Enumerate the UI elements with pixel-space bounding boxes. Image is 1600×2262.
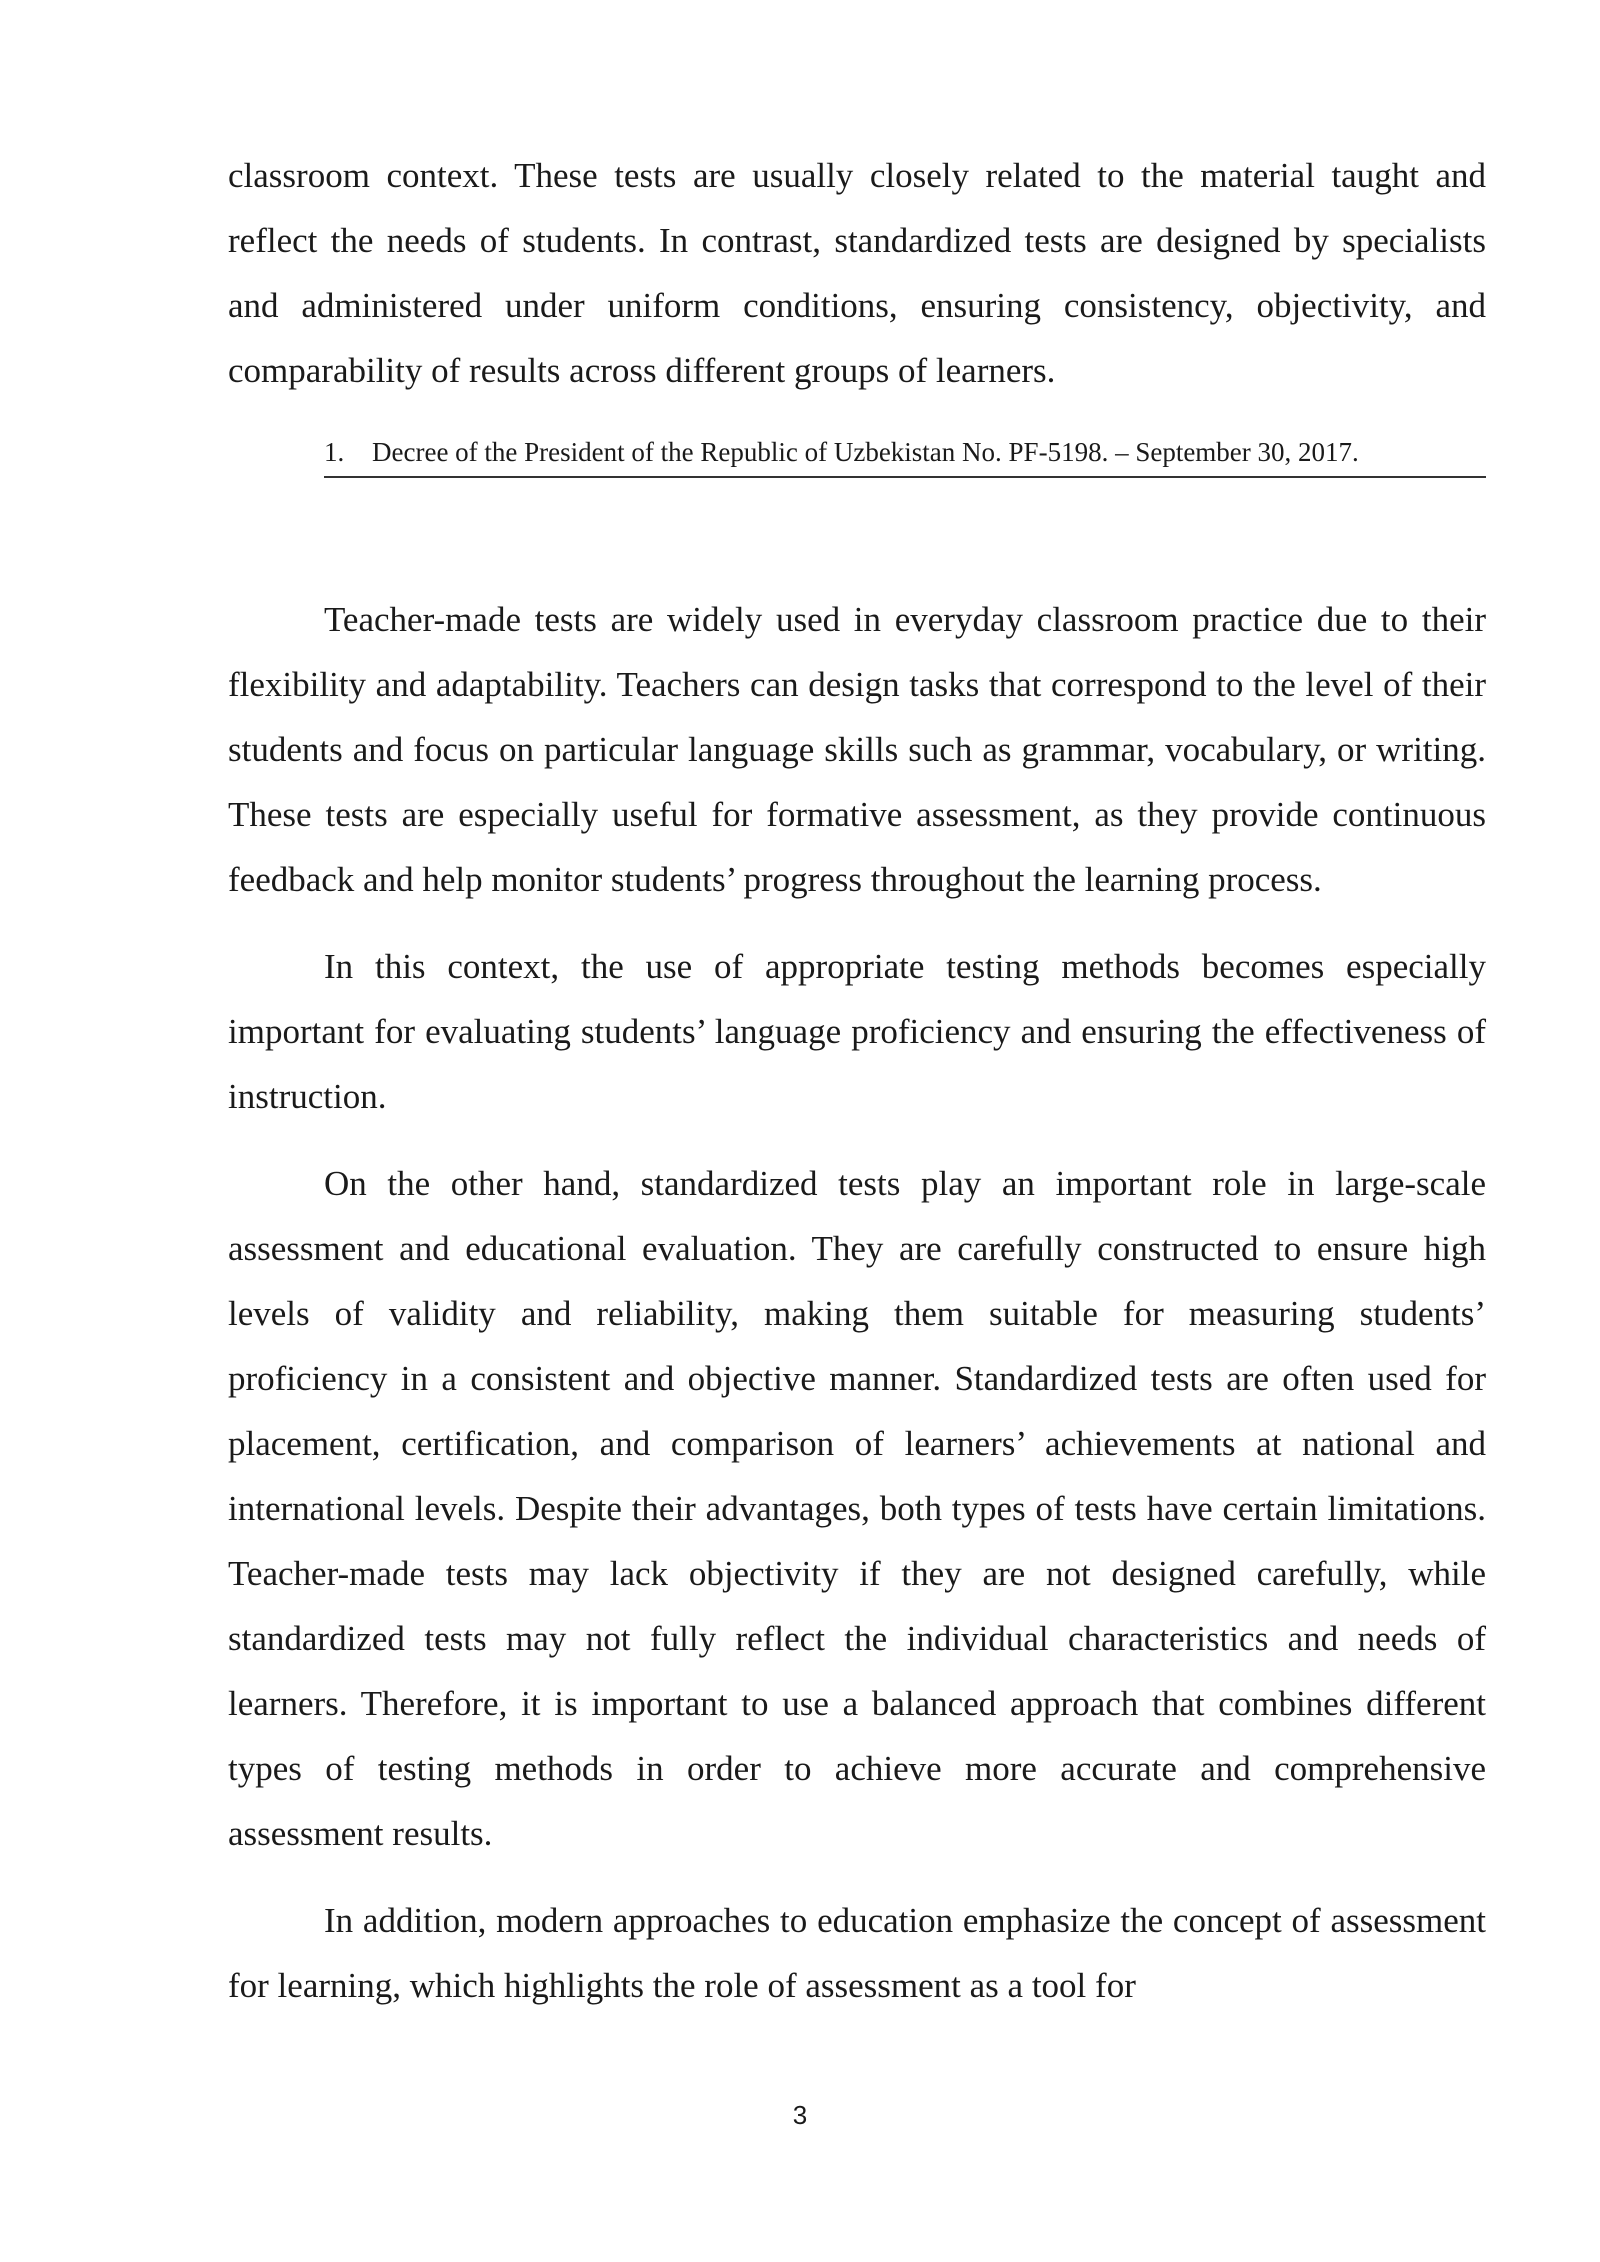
paragraph-standardized-tests: On the other hand, standardized tests play an important role in large-scale assessment and educational evaluation. They are carefully constructed to ensure high levels of validity and reliability, making them suitable for measuring students’ proficiency in a consistent and objective manner. Standardized tests are often used for placement, certification, and comparison of learners’ achievements at national and international levels. Despite their advantages, both types of tests have certain limitations. Teacher-made tests may lack objectivity if they are not designed carefully, while standardized tests may not fully reflect the individual characteristics and needs of learners. Therefore, it is important to use a balanced approach that combines different types of testing methods in order to achieve more accurate and comprehensive assessment results. — [228, 1164, 1486, 1853]
paragraph-teacher-made-tests: Teacher-made tests are widely used in everyday classroom practice due to their flexibility and adaptability. Teachers can design tasks that correspond to the level of their students and focus on particular language skills such as grammar, vocabulary, or writing. These tests are especially useful for formative assessment, as they provide continuous feedback and help monitor students’ progress throughout the learning process. — [228, 600, 1486, 899]
top-paragraph: classroom context. These tests are usually closely related to the material taught and reflect the needs of students. In contrast, standardized tests are designed by specialists and administered under uniform conditions, ensuring consistency, objectivity, and comparability of results across different groups of learners. — [228, 156, 1486, 390]
footnote-number: 1. — [324, 437, 345, 467]
footnote — [324, 428, 1486, 478]
page-number: 3 — [792, 2100, 808, 2130]
body-text — [228, 587, 1486, 2018]
footnote-text: Decree of the President of the Republic of Uzbekistan No. PF-5198. – September 30, 2017. — [372, 437, 1359, 467]
paragraph-context: In this context, the use of appropriate testing methods becomes especially important for evaluating students’ language proficiency and ensuring the effectiveness of instruction. — [228, 947, 1486, 1116]
top-paragraph-block — [228, 143, 1486, 403]
paragraph-modern-approaches: In addition, modern approaches to education emphasize the concept of assessment for learning, which highlights the role of assessment as a tool for — [228, 1901, 1486, 2005]
